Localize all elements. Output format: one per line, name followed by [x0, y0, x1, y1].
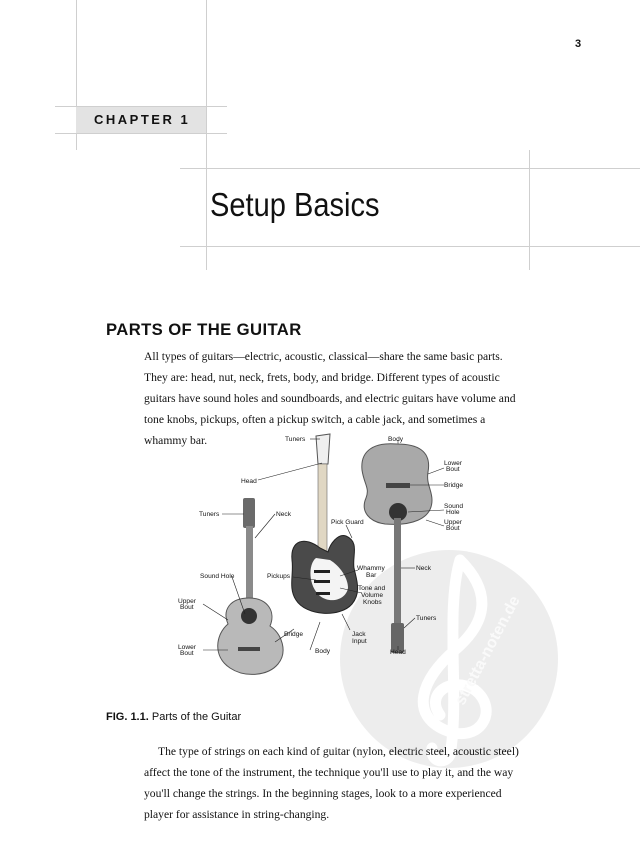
grid-line [55, 133, 227, 134]
body-paragraph: All types of guitars—electric, acoustic, classical—share the same basic parts. They are: head, nut, neck, frets, body, and bridge. Different types of acoustic guitars have sound holes and soundboards, and electric guitars have volume and tone knobs, pickups, often a pickup switch, a cable jack, and sometimes a whammy bar. [144, 350, 516, 447]
label-upper-bout-acoustic: Upper [444, 519, 462, 526]
label-pickups: Pickups [267, 573, 291, 580]
guitar-parts-figure [170, 428, 470, 678]
label-body: Body [315, 648, 331, 655]
label-lower-bout-acoustic: Bout [446, 466, 460, 473]
label-sound-hole-acoustic: Hole [446, 509, 460, 516]
label-sound-hole: Sound Hole [200, 573, 235, 580]
label-lower-bout: Lower [178, 644, 196, 651]
label-head: Head [241, 478, 257, 485]
label-jack-input: Input [352, 638, 367, 645]
label-upper-bout-acoustic: Bout [446, 525, 460, 532]
label-tone-knobs: Tone and [358, 585, 386, 592]
grid-line [180, 246, 640, 247]
grid-line [180, 168, 640, 169]
label-body-acoustic: Body [388, 436, 404, 443]
label-lower-bout: Bout [180, 650, 194, 657]
label-tuners-top: Tuners [285, 436, 306, 443]
label-bridge-acoustic: Bridge [444, 482, 464, 489]
figure-caption [106, 711, 241, 723]
label-upper-bout: Upper [178, 598, 196, 605]
label-tuners: Tuners [199, 511, 220, 518]
label-upper-bout: Bout [180, 604, 194, 611]
label-pick-guard: Pick Guard [331, 519, 364, 526]
figure-caption-text: Parts of the Guitar [151, 711, 242, 723]
label-tone-knobs: Volume [361, 592, 383, 599]
section-heading: PARTS OF THE GUITAR [106, 320, 302, 339]
label-tone-knobs: Knobs [363, 599, 382, 606]
label-lower-bout-acoustic: Lower [444, 460, 462, 467]
label-bridge: Bridge [284, 631, 304, 638]
chapter-label: CHAPTER 1 [94, 112, 191, 127]
watermark-text: stretta-noten.de [452, 593, 524, 708]
body-paragraph-2-text: The type of strings on each kind of guitar (nylon, electric steel, acoustic steel) affect the tone of the instrument, the technique you'll use to play it, and the way you'll change the strings. In the beginning stages, look to a more experienced player for assistance in string-changing. [144, 745, 519, 821]
label-neck-acoustic: Neck [416, 565, 432, 572]
chapter-title: Setup Basics [210, 186, 380, 223]
figure-number: FIG. 1.1. [106, 711, 149, 723]
page-number: 3 [575, 38, 582, 50]
label-jack-input: Jack [352, 631, 366, 638]
label-whammy-bar: Bar [366, 572, 377, 579]
body-paragraph-2 [144, 741, 524, 825]
label-sound-hole-acoustic: Sound [444, 503, 464, 510]
grid-line [206, 0, 207, 270]
label-neck: Neck [276, 511, 292, 518]
label-tuners-acoustic: Tuners [416, 615, 437, 622]
classical-guitar-illustration [218, 498, 283, 674]
label-head-acoustic: Head [390, 649, 406, 656]
label-whammy-bar: Whammy [357, 565, 385, 572]
